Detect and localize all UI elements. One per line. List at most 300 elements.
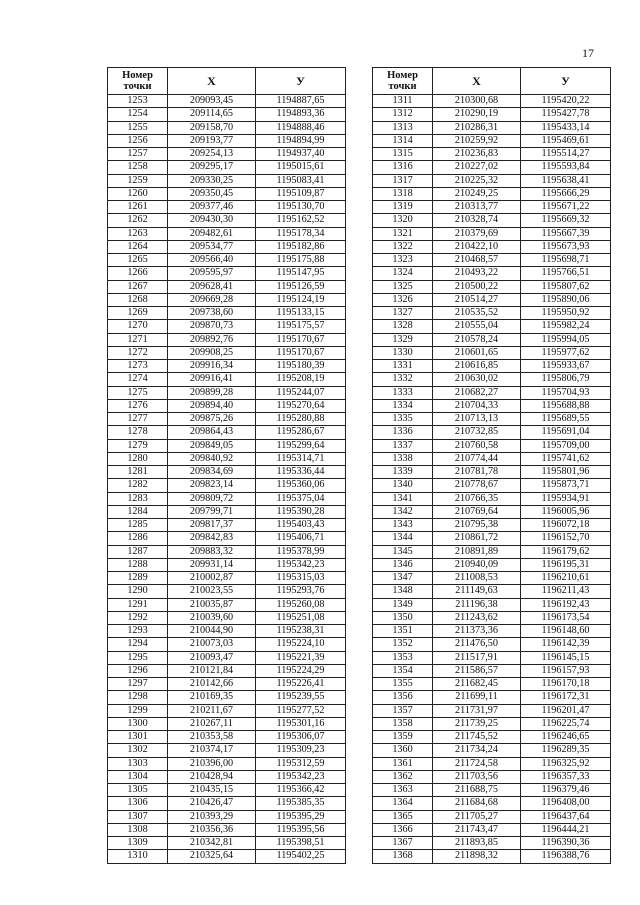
cell-x: 210328,74 <box>433 214 521 227</box>
cell-point-number: 1272 <box>108 346 168 359</box>
cell-point-number: 1275 <box>108 386 168 399</box>
table-row <box>108 399 346 412</box>
cell-point-number: 1267 <box>108 280 168 293</box>
cell-x: 209817,37 <box>168 519 256 532</box>
cell-x: 211893,85 <box>433 837 521 850</box>
table-row <box>108 585 346 598</box>
table-row <box>108 293 346 306</box>
table-row <box>108 532 346 545</box>
cell-y: 1195375,04 <box>256 492 346 505</box>
cell-y: 1195133,15 <box>256 307 346 320</box>
cell-x: 211731,97 <box>433 704 521 717</box>
cell-y: 1195933,67 <box>521 360 611 373</box>
table-row <box>108 386 346 399</box>
cell-y: 1195638,41 <box>521 174 611 187</box>
cell-point-number: 1363 <box>373 784 433 797</box>
cell-x: 211008,53 <box>433 572 521 585</box>
cell-point-number: 1279 <box>108 439 168 452</box>
table-row <box>373 466 611 479</box>
cell-point-number: 1368 <box>373 850 433 863</box>
cell-y: 1195469,61 <box>521 134 611 147</box>
table-row <box>373 187 611 200</box>
table-row <box>373 850 611 863</box>
cell-y: 1196152,70 <box>521 532 611 545</box>
cell-x: 210732,85 <box>433 426 521 439</box>
cell-y: 1195807,62 <box>521 280 611 293</box>
cell-x: 211684,68 <box>433 797 521 810</box>
cell-y: 1195314,71 <box>256 452 346 465</box>
table-row <box>108 505 346 518</box>
table-row <box>108 823 346 836</box>
cell-point-number: 1256 <box>108 134 168 147</box>
cell-y: 1196325,92 <box>521 757 611 770</box>
cell-point-number: 1290 <box>108 585 168 598</box>
table-row <box>373 121 611 134</box>
cell-x: 210781,78 <box>433 466 521 479</box>
table-row <box>373 134 611 147</box>
cell-point-number: 1356 <box>373 691 433 704</box>
cell-y: 1196379,46 <box>521 784 611 797</box>
table-row <box>373 214 611 227</box>
table-row <box>373 280 611 293</box>
table-row <box>108 797 346 810</box>
cell-point-number: 1360 <box>373 744 433 757</box>
cell-point-number: 1344 <box>373 532 433 545</box>
table-row <box>373 386 611 399</box>
cell-point-number: 1338 <box>373 452 433 465</box>
cell-x: 210578,24 <box>433 333 521 346</box>
cell-y: 1195801,96 <box>521 466 611 479</box>
cell-point-number: 1336 <box>373 426 433 439</box>
cell-x: 209840,92 <box>168 452 256 465</box>
table-row <box>373 545 611 558</box>
cell-y: 1195395,56 <box>256 823 346 836</box>
cell-point-number: 1330 <box>373 346 433 359</box>
cell-point-number: 1359 <box>373 731 433 744</box>
table-row <box>108 837 346 850</box>
cell-point-number: 1276 <box>108 399 168 412</box>
cell-y: 1195260,08 <box>256 598 346 611</box>
cell-point-number: 1255 <box>108 121 168 134</box>
cell-y: 1195312,59 <box>256 757 346 770</box>
cell-y: 1195366,42 <box>256 784 346 797</box>
cell-x: 210286,31 <box>433 121 521 134</box>
table-row <box>108 784 346 797</box>
cell-x: 210073,03 <box>168 638 256 651</box>
cell-point-number: 1305 <box>108 784 168 797</box>
cell-point-number: 1329 <box>373 333 433 346</box>
table-header-row <box>373 68 611 95</box>
cell-y: 1195239,55 <box>256 691 346 704</box>
header-x: X <box>168 68 256 95</box>
table-row <box>108 572 346 585</box>
cell-y: 1195301,16 <box>256 717 346 730</box>
cell-x: 210760,58 <box>433 439 521 452</box>
table-row <box>373 479 611 492</box>
cell-y: 1196142,39 <box>521 638 611 651</box>
cell-point-number: 1333 <box>373 386 433 399</box>
cell-y: 1195709,00 <box>521 439 611 452</box>
cell-point-number: 1260 <box>108 187 168 200</box>
cell-y: 1196444,21 <box>521 823 611 836</box>
table-row <box>373 426 611 439</box>
table-row <box>108 558 346 571</box>
cell-x: 210468,57 <box>433 254 521 267</box>
table-row <box>108 280 346 293</box>
cell-y: 1195244,07 <box>256 386 346 399</box>
cell-point-number: 1274 <box>108 373 168 386</box>
cell-x: 210356,36 <box>168 823 256 836</box>
cell-x: 210769,64 <box>433 505 521 518</box>
cell-x: 210093,47 <box>168 651 256 664</box>
table-row <box>373 823 611 836</box>
cell-point-number: 1350 <box>373 611 433 624</box>
table-row <box>108 492 346 505</box>
cell-point-number: 1284 <box>108 505 168 518</box>
cell-x: 210267,11 <box>168 717 256 730</box>
cell-y: 1195238,31 <box>256 625 346 638</box>
table-row <box>373 717 611 730</box>
cell-x: 209093,45 <box>168 95 256 108</box>
cell-point-number: 1345 <box>373 545 433 558</box>
cell-point-number: 1357 <box>373 704 433 717</box>
cell-point-number: 1254 <box>108 108 168 121</box>
table-row <box>373 293 611 306</box>
cell-y: 1196005,96 <box>521 505 611 518</box>
table-row <box>373 227 611 240</box>
cell-point-number: 1324 <box>373 267 433 280</box>
cell-point-number: 1316 <box>373 161 433 174</box>
table-header-row <box>108 68 346 95</box>
cell-x: 209883,32 <box>168 545 256 558</box>
cell-x: 209842,83 <box>168 532 256 545</box>
cell-y: 1195015,61 <box>256 161 346 174</box>
cell-y: 1195395,29 <box>256 810 346 823</box>
cell-point-number: 1262 <box>108 214 168 227</box>
cell-x: 210039,60 <box>168 611 256 624</box>
table-row <box>373 161 611 174</box>
cell-y: 1195277,52 <box>256 704 346 717</box>
table-row <box>108 545 346 558</box>
cell-point-number: 1297 <box>108 678 168 691</box>
cell-y: 1195309,23 <box>256 744 346 757</box>
table-row <box>108 744 346 757</box>
table-row <box>108 770 346 783</box>
cell-point-number: 1320 <box>373 214 433 227</box>
cell-y: 1196179,62 <box>521 545 611 558</box>
cell-y: 1195147,95 <box>256 267 346 280</box>
cell-x: 209916,34 <box>168 360 256 373</box>
cell-point-number: 1315 <box>373 148 433 161</box>
table-row <box>108 850 346 863</box>
table-row <box>373 108 611 121</box>
cell-point-number: 1259 <box>108 174 168 187</box>
cell-point-number: 1261 <box>108 201 168 214</box>
cell-x: 210023,55 <box>168 585 256 598</box>
cell-x: 209738,60 <box>168 307 256 320</box>
cell-y: 1194888,46 <box>256 121 346 134</box>
cell-point-number: 1367 <box>373 837 433 850</box>
table-row <box>108 174 346 187</box>
cell-y: 1195890,06 <box>521 293 611 306</box>
cell-point-number: 1335 <box>373 413 433 426</box>
cell-x: 210778,67 <box>433 479 521 492</box>
cell-y: 1196211,43 <box>521 585 611 598</box>
cell-y: 1196148,60 <box>521 625 611 638</box>
cell-y: 1195208,19 <box>256 373 346 386</box>
cell-x: 210290,19 <box>433 108 521 121</box>
table-row <box>373 810 611 823</box>
table-row <box>373 333 611 346</box>
cell-x: 211373,36 <box>433 625 521 638</box>
cell-y: 1195175,88 <box>256 254 346 267</box>
cell-point-number: 1347 <box>373 572 433 585</box>
cell-point-number: 1283 <box>108 492 168 505</box>
cell-x: 211734,24 <box>433 744 521 757</box>
cell-y: 1195420,22 <box>521 95 611 108</box>
table-row <box>373 664 611 677</box>
cell-point-number: 1303 <box>108 757 168 770</box>
cell-x: 210374,17 <box>168 744 256 757</box>
cell-point-number: 1311 <box>373 95 433 108</box>
cell-y: 1195306,07 <box>256 731 346 744</box>
table-row <box>373 373 611 386</box>
table-row <box>108 519 346 532</box>
cell-x: 210259,92 <box>433 134 521 147</box>
cell-x: 209849,05 <box>168 439 256 452</box>
cell-y: 1196437,64 <box>521 810 611 823</box>
cell-x: 210555,04 <box>433 320 521 333</box>
cell-x: 211745,52 <box>433 731 521 744</box>
cell-point-number: 1362 <box>373 770 433 783</box>
table-row <box>373 240 611 253</box>
cell-y: 1195182,86 <box>256 240 346 253</box>
table-row <box>373 638 611 651</box>
cell-x: 210795,38 <box>433 519 521 532</box>
table-row <box>108 611 346 624</box>
cell-x: 209669,28 <box>168 293 256 306</box>
cell-point-number: 1323 <box>373 254 433 267</box>
header-x: X <box>433 68 521 95</box>
cell-point-number: 1296 <box>108 664 168 677</box>
cell-point-number: 1306 <box>108 797 168 810</box>
cell-point-number: 1353 <box>373 651 433 664</box>
header-y: У <box>521 68 611 95</box>
cell-y: 1195378,99 <box>256 545 346 558</box>
table-row <box>373 770 611 783</box>
cell-y: 1195994,05 <box>521 333 611 346</box>
cell-x: 209864,43 <box>168 426 256 439</box>
cell-y: 1195385,35 <box>256 797 346 810</box>
cell-y: 1196157,93 <box>521 664 611 677</box>
cell-x: 210035,87 <box>168 598 256 611</box>
cell-x: 209899,28 <box>168 386 256 399</box>
cell-point-number: 1264 <box>108 240 168 253</box>
table-row <box>108 108 346 121</box>
table-row <box>373 201 611 214</box>
cell-y: 1195766,51 <box>521 267 611 280</box>
table-row <box>373 625 611 638</box>
cell-point-number: 1307 <box>108 810 168 823</box>
cell-y: 1195130,70 <box>256 201 346 214</box>
cell-y: 1196246,65 <box>521 731 611 744</box>
cell-point-number: 1340 <box>373 479 433 492</box>
cell-y: 1195315,03 <box>256 572 346 585</box>
cell-point-number: 1346 <box>373 558 433 571</box>
cell-y: 1195741,62 <box>521 452 611 465</box>
cell-y: 1195180,39 <box>256 360 346 373</box>
cell-y: 1195934,91 <box>521 492 611 505</box>
cell-y: 1196357,33 <box>521 770 611 783</box>
table-row <box>373 307 611 320</box>
table-row <box>373 452 611 465</box>
cell-y: 1196145,15 <box>521 651 611 664</box>
cell-x: 209799,71 <box>168 505 256 518</box>
cell-point-number: 1358 <box>373 717 433 730</box>
table-row <box>108 360 346 373</box>
cell-point-number: 1277 <box>108 413 168 426</box>
cell-x: 210713,13 <box>433 413 521 426</box>
cell-point-number: 1281 <box>108 466 168 479</box>
table-row <box>373 691 611 704</box>
table-row <box>108 731 346 744</box>
table-row <box>373 611 611 624</box>
cell-point-number: 1348 <box>373 585 433 598</box>
page-number: 17 <box>582 46 594 60</box>
cell-y: 1195666,29 <box>521 187 611 200</box>
cell-point-number: 1300 <box>108 717 168 730</box>
header-y: У <box>256 68 346 95</box>
table-row <box>108 466 346 479</box>
cell-point-number: 1293 <box>108 625 168 638</box>
table-row <box>108 254 346 267</box>
cell-x: 211517,91 <box>433 651 521 664</box>
cell-y: 1196072,18 <box>521 519 611 532</box>
cell-x: 209482,61 <box>168 227 256 240</box>
cell-point-number: 1314 <box>373 134 433 147</box>
table-row <box>373 254 611 267</box>
cell-x: 209892,76 <box>168 333 256 346</box>
cell-point-number: 1337 <box>373 439 433 452</box>
cell-point-number: 1355 <box>373 678 433 691</box>
cell-x: 209809,72 <box>168 492 256 505</box>
cell-point-number: 1349 <box>373 598 433 611</box>
table-row <box>373 585 611 598</box>
cell-x: 210514,27 <box>433 293 521 306</box>
table-row <box>108 678 346 691</box>
cell-x: 210353,58 <box>168 731 256 744</box>
cell-x: 211724,58 <box>433 757 521 770</box>
table-row <box>108 214 346 227</box>
table-row <box>108 704 346 717</box>
cell-x: 209628,41 <box>168 280 256 293</box>
cell-x: 210169,35 <box>168 691 256 704</box>
cell-point-number: 1332 <box>373 373 433 386</box>
cell-x: 210704,33 <box>433 399 521 412</box>
cell-point-number: 1298 <box>108 691 168 704</box>
cell-x: 211688,75 <box>433 784 521 797</box>
cell-x: 211739,25 <box>433 717 521 730</box>
cell-y: 1195390,28 <box>256 505 346 518</box>
table-row <box>108 201 346 214</box>
cell-point-number: 1365 <box>373 810 433 823</box>
cell-point-number: 1334 <box>373 399 433 412</box>
table-row <box>373 572 611 585</box>
table-row <box>373 532 611 545</box>
cell-y: 1195109,87 <box>256 187 346 200</box>
cell-x: 209430,30 <box>168 214 256 227</box>
cell-point-number: 1268 <box>108 293 168 306</box>
cell-y: 1195170,67 <box>256 333 346 346</box>
table-row <box>108 95 346 108</box>
cell-x: 209330,25 <box>168 174 256 187</box>
table-row <box>108 717 346 730</box>
table-row <box>373 267 611 280</box>
table-row <box>373 320 611 333</box>
cell-x: 210325,64 <box>168 850 256 863</box>
cell-y: 1195221,39 <box>256 651 346 664</box>
cell-point-number: 1317 <box>373 174 433 187</box>
cell-point-number: 1257 <box>108 148 168 161</box>
cell-point-number: 1295 <box>108 651 168 664</box>
cell-point-number: 1282 <box>108 479 168 492</box>
cell-y: 1195698,71 <box>521 254 611 267</box>
cell-x: 209916,41 <box>168 373 256 386</box>
cell-y: 1194887,65 <box>256 95 346 108</box>
table-row <box>108 333 346 346</box>
cell-point-number: 1351 <box>373 625 433 638</box>
table-row <box>373 148 611 161</box>
table-row <box>373 505 611 518</box>
cell-x: 210249,25 <box>433 187 521 200</box>
cell-y: 1195224,10 <box>256 638 346 651</box>
cell-y: 1195126,59 <box>256 280 346 293</box>
cell-point-number: 1253 <box>108 95 168 108</box>
cell-x: 211682,45 <box>433 678 521 691</box>
cell-x: 210300,68 <box>433 95 521 108</box>
cell-y: 1195977,62 <box>521 346 611 359</box>
cell-x: 210121,84 <box>168 664 256 677</box>
cell-x: 209875,26 <box>168 413 256 426</box>
cell-x: 210940,09 <box>433 558 521 571</box>
table-row <box>373 678 611 691</box>
table-row <box>373 346 611 359</box>
table-row <box>373 558 611 571</box>
cell-x: 209908,25 <box>168 346 256 359</box>
cell-y: 1196225,74 <box>521 717 611 730</box>
table-row <box>108 413 346 426</box>
cell-y: 1195178,34 <box>256 227 346 240</box>
cell-y: 1195873,71 <box>521 479 611 492</box>
cell-point-number: 1343 <box>373 519 433 532</box>
cell-x: 210426,47 <box>168 797 256 810</box>
cell-point-number: 1326 <box>373 293 433 306</box>
cell-y: 1195226,41 <box>256 678 346 691</box>
cell-point-number: 1291 <box>108 598 168 611</box>
table-row <box>373 439 611 452</box>
table-row <box>108 691 346 704</box>
cell-x: 211743,47 <box>433 823 521 836</box>
cell-point-number: 1280 <box>108 452 168 465</box>
cell-point-number: 1258 <box>108 161 168 174</box>
cell-x: 210422,10 <box>433 240 521 253</box>
header-point-number: Номер точки <box>108 68 168 95</box>
table-row <box>373 174 611 187</box>
cell-y: 1196201,47 <box>521 704 611 717</box>
cell-x: 211898,32 <box>433 850 521 863</box>
cell-y: 1196289,35 <box>521 744 611 757</box>
table-row <box>108 121 346 134</box>
